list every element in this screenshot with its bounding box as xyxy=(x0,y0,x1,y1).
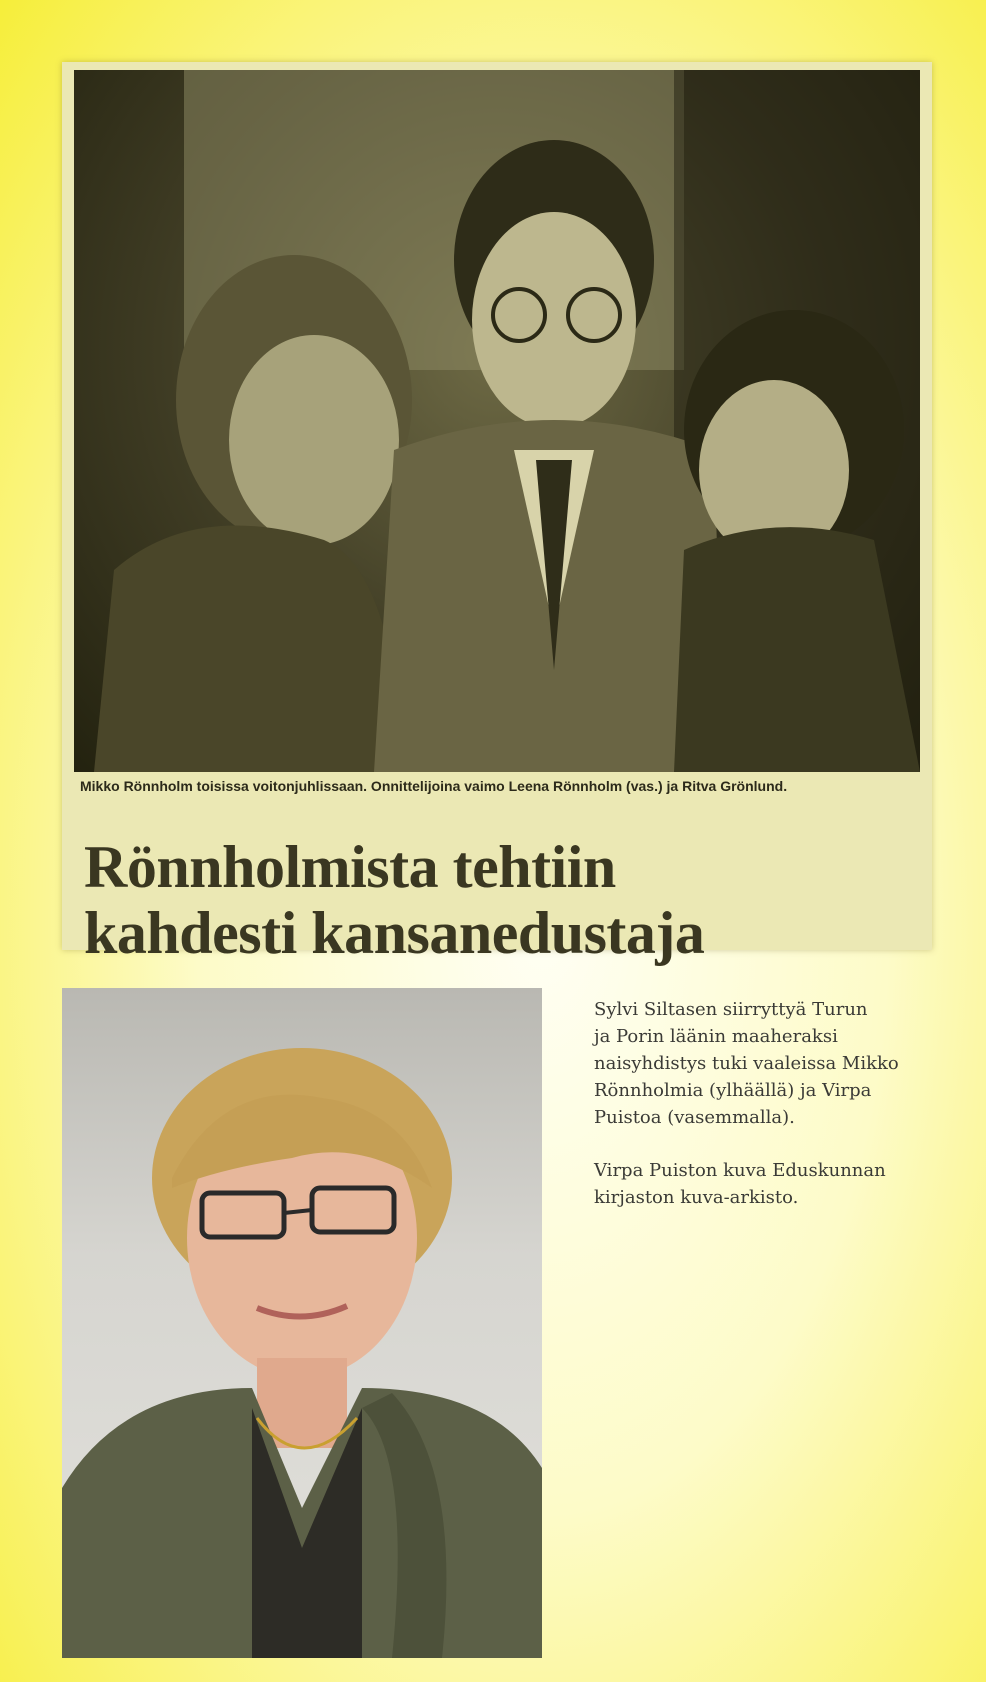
side-paragraph-2: Virpa Puiston kuva Eduskunnan kirjaston kuva-arkisto. xyxy=(594,1160,886,1208)
portrait-photo xyxy=(62,988,542,1658)
newspaper-photo xyxy=(74,70,920,772)
photo-caption: Mikko Rönnholm toisissa voitonjuhlissaan. Onnittelijoina vaimo Leena Rönnholm (vas.) ja Ritva Grönlund. xyxy=(80,778,788,794)
side-text xyxy=(594,996,944,1237)
headline-line-1: Rönnholmista tehtiin xyxy=(84,834,616,900)
newspaper-photo-illustration xyxy=(74,70,920,772)
newspaper-clipping xyxy=(62,62,932,966)
headline xyxy=(84,834,930,966)
side-paragraph-1: Sylvi Siltasen siirryttyä Turun ja Porin läänin maaheraksi naisyhdistys tuki vaaleissa Mikko Rönnholmia (ylhäällä) ja Virpa Puistoa (vasemmalla). xyxy=(594,999,899,1128)
portrait-illustration xyxy=(62,988,542,1658)
headline-line-2: kahdesti kansanedustaja xyxy=(84,900,705,966)
